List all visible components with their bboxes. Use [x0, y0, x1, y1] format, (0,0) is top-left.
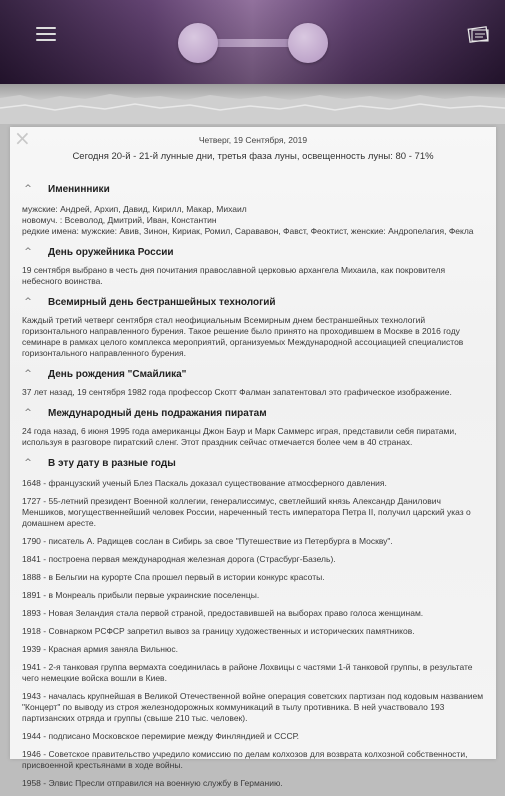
history-item: 1939 - Красная армия заняла Вильнюс. — [22, 644, 178, 654]
section-text: 24 года назад, 6 июня 1995 года американцы Джон Баур и Марк Саммерс играя, представили себя пиратами, используя в разговоре пиратский сленг. Этот праздник сейчас отмечается более чем в 40 странах. — [22, 426, 457, 447]
chevron-up-icon: ^ — [24, 369, 32, 379]
section-header-gunsmith-day[interactable] — [22, 243, 484, 261]
toggle-knob-left[interactable] — [178, 23, 218, 63]
history-item: 1790 - писатель А. Радищев сослан в Сибирь за свое "Путешествие из Петербурга в Москву". — [22, 536, 393, 546]
namedays-list — [22, 204, 484, 237]
namedays-new-martyrs: новомуч. : Всеволод, Дмитрий, Иван, Константин — [22, 215, 217, 225]
section-title: В эту дату в разные годы — [48, 457, 176, 469]
close-icon[interactable]: × — [14, 126, 31, 150]
section-header-smiley-birthday[interactable] — [22, 365, 484, 383]
history-item: 1727 - 55-летний президент Военной коллегии, генералиссимус, светлейший князь Александр Данилович Меншиков, могущественнейший человек России, нареченный тесть императора Петра II, получил царский указ о домашнем аресте. — [22, 496, 471, 528]
torn-paper-edge — [0, 84, 505, 124]
namedays-rare: редкие имена: мужские: Авив, Зинон, Кириак, Ромил, Сарававон, Фавст, Феоктист, женские: Андропелагия, Фекла — [22, 226, 474, 236]
chevron-up-icon: ^ — [24, 297, 32, 307]
toggle-track — [208, 39, 298, 47]
section-title: День оружейника России — [48, 246, 174, 258]
history-list — [22, 478, 484, 789]
view-toggle[interactable] — [178, 23, 328, 63]
history-item: 1958 - Элвис Пресли отправился на военную службу в Германию. — [22, 778, 283, 788]
menu-line — [36, 27, 56, 29]
section-title: Международный день подражания пиратам — [48, 407, 267, 419]
calendar-icon[interactable] — [468, 25, 490, 43]
current-date: Четверг, 19 Сентября, 2019 — [198, 135, 308, 145]
menu-line — [36, 33, 56, 35]
history-item: 1841 - построена первая международная железная дорога (Страсбург-Базель). — [22, 554, 336, 564]
hamburger-menu-icon[interactable] — [36, 27, 56, 43]
chevron-up-icon: ^ — [24, 184, 32, 194]
history-item: 1891 - в Монреаль прибыли первые украинские поселенцы. — [22, 590, 260, 600]
section-text: 37 лет назад, 19 сентября 1982 года профессор Скотт Фалман запатентовал это графическое изображение. — [22, 387, 452, 397]
toggle-knob-right[interactable] — [288, 23, 328, 63]
namedays-male: мужские: Андрей, Архип, Давид, Кирилл, Макар, Михаил — [22, 204, 247, 214]
moon-info: Сегодня 20-й - 21-й лунные дни, третья фаза луны, освещенность луны: 80 - 71% — [72, 151, 434, 162]
section-title: День рождения "Смайлика" — [48, 368, 187, 380]
daily-info-card — [10, 126, 496, 788]
chevron-up-icon: ^ — [24, 458, 32, 468]
menu-line — [36, 39, 56, 41]
section-title: Именинники — [48, 183, 110, 195]
history-item: 1944 - подписано Московское перемирие между Финляндией и СССР. — [22, 731, 300, 741]
chevron-up-icon: ^ — [24, 247, 32, 257]
section-header-pirate-day[interactable] — [22, 404, 484, 422]
history-item: 1941 - 2-я танковая группа вермахта соединилась в районе Лохвицы с частями 1-й танковой группы, в результате чего немецкие войска вошли в Киев. — [22, 662, 473, 683]
history-item: 1943 - началась крупнейшая в Великой Отечественной войне операция советских партизан под кодовым названием "Концерт" по выводу из строя железнодорожных коммуникаций в тылу противника. В ней участвовало 193 партизанских отряда и группы (свыше 210 тыс. человек). — [22, 691, 484, 723]
history-item: 1893 - Новая Зеландия стала первой страной, предоставившей на выборах право голоса женщинам. — [22, 608, 424, 618]
section-text: 19 сентября выбрано в честь дня почитания православной церковью архангела Михаила, как покровителя небесного воинства. — [22, 265, 446, 286]
section-title: Всемирный день бестраншейных технологий — [48, 296, 276, 308]
section-header-history[interactable] — [22, 454, 484, 472]
history-item: 1918 - Совнарком РСФСР запретил вывоз за границу художественных и исторических памятников. — [22, 626, 415, 636]
history-item: 1648 - французский ученый Блез Паскаль доказал существование атмосферного давления. — [22, 478, 387, 488]
section-header-namedays[interactable] — [22, 180, 484, 198]
section-text: Каждый третий четверг сентября стал неофициальным Всемирным днем бестраншейных технологий горизонтального направленного бурения. Такое решение было принято на проходившем в Москве в 2016 году семинаре в рамках целого комплекса мероприятий, организуемых Международной ассоциацией специалистов горизонтального направленного бурения. — [22, 315, 464, 358]
history-item: 1946 - Советское правительство учредило комиссию по делам колхозов для возврата колхозной собственности, присвоенной крестьянами в ходе войны. — [22, 749, 468, 770]
section-header-trenchless-day[interactable] — [22, 293, 484, 311]
chevron-up-icon: ^ — [24, 408, 32, 418]
history-item: 1888 - в Бельгии на курорте Спа прошел первый в истории конкурс красоты. — [22, 572, 325, 582]
